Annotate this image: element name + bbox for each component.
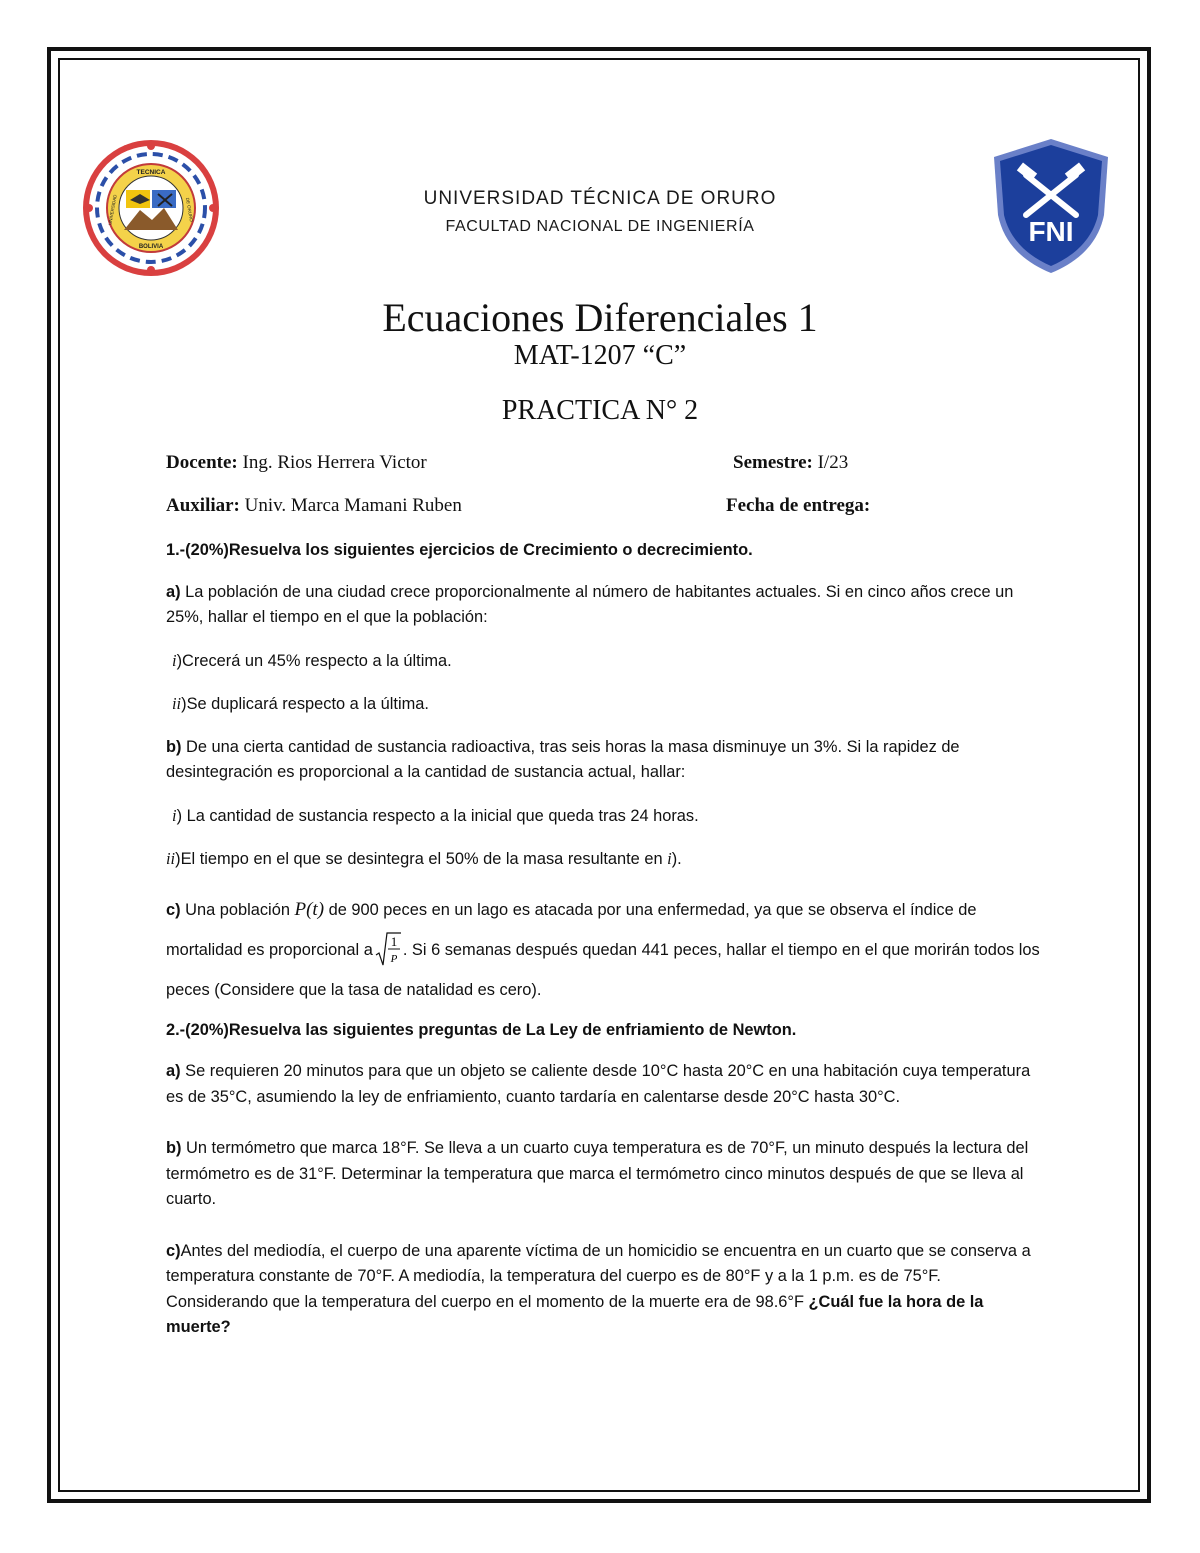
problem-2a [166, 1059, 1046, 1110]
item-text: Crecerá un 45% respecto a la última. [182, 651, 452, 670]
practice-number: PRACTICA N° 2 [501, 395, 699, 426]
course-code: MAT-1207 “C” [513, 340, 687, 371]
problem-question: ¿Cuál fue la hora de la muerte? [166, 1292, 984, 1336]
item-mark: i [172, 805, 177, 825]
problem-text-part3: . Si 6 semanas después quedan 441 peces, hallar el tiempo en el que morirán todos los peces (Considere que la tasa de natalidad es cero). [166, 940, 1040, 999]
problem-1c [166, 890, 1046, 1010]
problem-text: Se requieren 20 minutos para que un objeto se caliente desde 10°C hasta 20°C en una habitación cuya temperatura es de 35°C, asumiendo la ley de enfriamiento, cuanto tardaría en calentarse desde 20°C hasta 30°C. [166, 1062, 1031, 1106]
problem-label: a) [166, 1062, 181, 1080]
problem-1a-i: i)Crecerá un 45% respecto a la última. [172, 650, 452, 670]
problem-1b-i: i) La cantidad de sustancia respecto a la inicial que queda tras 24 horas. [172, 805, 699, 825]
item-text: El tiempo en el que se desintegra el 50% de la masa resultante en [180, 850, 663, 868]
math-function: P(t) [294, 898, 325, 920]
item-end: ). [671, 850, 682, 868]
item-text: La cantidad de sustancia respecto a la inicial que queda tras 24 horas. [186, 806, 699, 825]
section2-heading: 2.-(20%)Resuelva las siguientes preguntas de La Ley de enfriamiento de Newton. [166, 1020, 797, 1039]
problem-text: De una cierta cantidad de sustancia radioactiva, tras seis horas la masa disminuye un 3%. Si la rapidez de desintegración es proporcional a la cantidad de sustancia actual, hallar: [166, 737, 960, 781]
faculty-name: FACULTAD NACIONAL DE INGENIERÍA [445, 218, 755, 235]
problem-2b [166, 1136, 1046, 1213]
problem-label: b) [166, 1139, 182, 1157]
fraction-denominator: P [390, 953, 398, 966]
item-text: Se duplicará respecto a la última. [186, 695, 429, 713]
auxiliar-line [166, 495, 462, 517]
fraction-numerator: 1 [390, 934, 398, 950]
section1-heading: 1.-(20%)Resuelva los siguientes ejercicios de Crecimiento o decrecimiento. [166, 541, 753, 559]
exercise-body [166, 538, 1046, 1358]
document-title: Ecuaciones Diferenciales 1 [382, 295, 818, 340]
seal-text-right: DE ORURO [184, 197, 195, 223]
problem-text-part1: Una población [185, 900, 290, 919]
problem-text: Antes del mediodía, el cuerpo de una aparente víctima de un homicidio se encuentra en un cuarto que se conserva a temperatura constante de 70°F. A mediodía, la temperatura del cuerpo es de 80°F y a la 1 p.m. es de 75°F. Considerando que la temperatura del cuerpo en el momento de la muerte era de 98.6°F [166, 1241, 1031, 1311]
problem-1b [166, 735, 1046, 786]
item-ref: i [667, 849, 672, 868]
semestre-line [733, 452, 848, 474]
semestre-label: Semestre: [733, 452, 813, 473]
item-mark: i [172, 650, 177, 670]
problem-text: La población de una ciudad crece proporcionalmente al número de habitantes actuales. Si en cinco años crece un 25%, hallar el tiempo en el que la población: [166, 582, 1014, 626]
docente-label: Docente: [166, 452, 238, 473]
semestre-value: I/23 [817, 452, 849, 473]
fecha-line [726, 495, 870, 517]
problem-1a-ii: ii)Se duplicará respecto a la última. [172, 694, 429, 713]
auxiliar-value: Univ. Marca Mamani Ruben [244, 495, 462, 516]
problem-label: a) [166, 582, 181, 601]
problem-1a [166, 580, 1046, 631]
auxiliar-label: Auxiliar: [166, 495, 240, 516]
problem-1b-ii: ii)El tiempo en el que se desintegra el 50% de la masa resultante en i). [166, 849, 682, 868]
university-name: UNIVERSIDAD TÉCNICA DE ORURO [423, 188, 777, 209]
problem-text-part2: de 900 peces en un lago es atacada por una enfermedad, ya que se observa el índice de mortalidad es proporcional a [166, 900, 977, 959]
problem-label: b) [166, 737, 182, 756]
seal-text-left: UNIVERSIDAD [107, 194, 118, 226]
fni-logo-text: FNI [1028, 216, 1074, 247]
problem-text: Un termómetro que marca 18°F. Se lleva a un cuarto cuya temperatura es de 70°F, un minuto después la lectura del termómetro es de 31°F. Determinar la temperatura que marca el termómetro cinco minutos después de que se lleva al cuarto. [166, 1139, 1029, 1208]
docente-line [166, 452, 427, 474]
sqrt-fraction-icon [375, 931, 401, 969]
docente-value: Ing. Rios Herrera Victor [242, 452, 427, 473]
seal-text-top: TECNICA [136, 169, 166, 176]
problem-label: c) [166, 1241, 181, 1260]
item-mark: ii [166, 849, 176, 868]
problem-label: c) [166, 900, 181, 919]
seal-text-bottom: BOLIVIA [138, 244, 164, 250]
fecha-label: Fecha de entrega: [726, 495, 871, 516]
problem-2c [166, 1239, 1046, 1341]
item-mark: ii [172, 694, 182, 713]
